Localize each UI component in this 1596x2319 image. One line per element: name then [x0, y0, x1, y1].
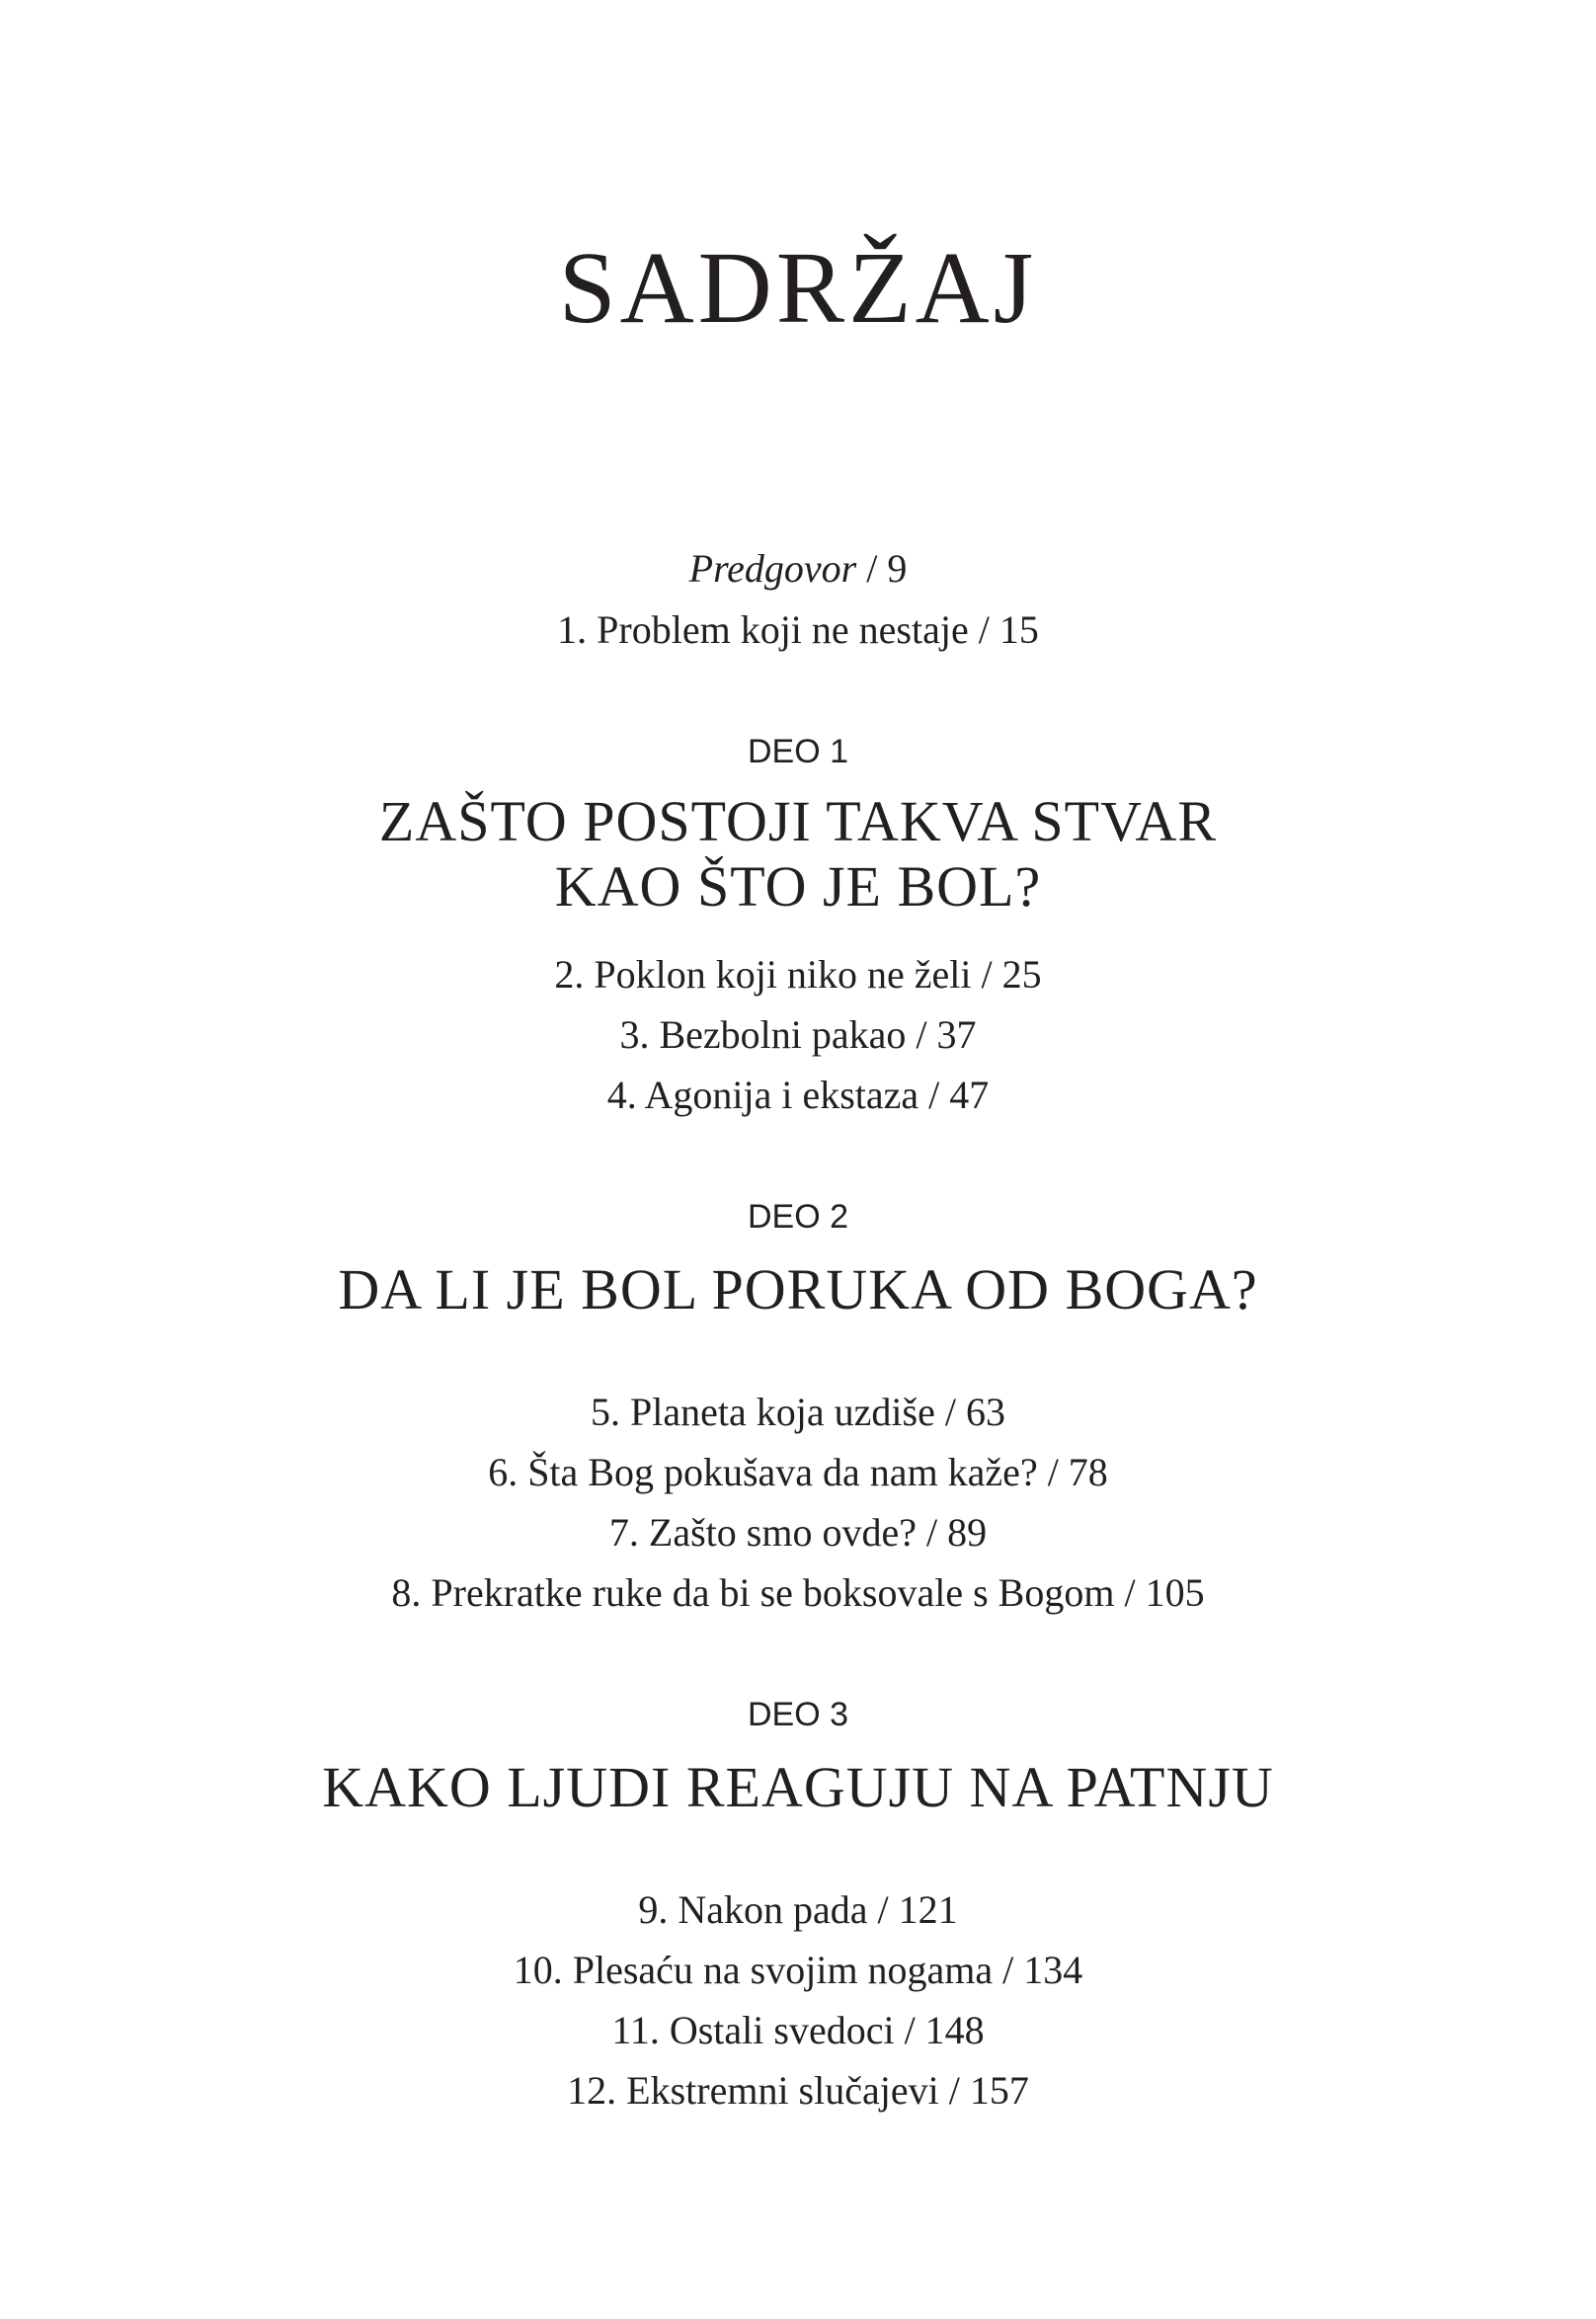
- toc-entry: 11. Ostali svedoci / 148: [611, 2008, 985, 2052]
- toc-entry-preface-page: / 9: [856, 546, 908, 591]
- part-title: KAKO LJUDI REAGUJU NA PATNJU: [322, 1755, 1274, 1819]
- toc-entry: 7. Zašto smo ovde? / 89: [608, 1510, 988, 1555]
- toc-entry: 12. Ekstremni slučajevi / 157: [567, 2068, 1029, 2113]
- page-title: SADRŽAJ: [558, 231, 1038, 345]
- part-title: KAO ŠTO JE BOL?: [554, 854, 1042, 919]
- toc-entry: 2. Poklon koji niko ne želi / 25: [554, 952, 1042, 997]
- part-label: DEO 1: [747, 733, 849, 770]
- toc-entry: 8. Prekratke ruke da bi se boksovale s Bogom / 105: [391, 1570, 1205, 1615]
- toc-entry: 9. Nakon pada / 121: [638, 1887, 958, 1932]
- toc-entry: 4. Agonija i ekstaza / 47: [606, 1073, 990, 1117]
- toc-entry: 3. Bezbolni pakao / 37: [619, 1012, 977, 1057]
- toc-entry: 6. Šta Bog pokušava da nam kaže? / 78: [488, 1450, 1108, 1494]
- part-label: DEO 3: [747, 1696, 849, 1733]
- toc-entry-preface: [0, 545, 1596, 593]
- toc-entry: 10. Plesaću na svojim nogama / 134: [513, 1948, 1083, 1992]
- part-title: ZAŠTO POSTOJI TAKVA STVAR: [378, 789, 1218, 853]
- toc-entry-preface-label: Predgovor: [688, 546, 857, 591]
- part-label: DEO 2: [747, 1198, 849, 1236]
- part-title: DA LI JE BOL PORUKA OD BOGA?: [338, 1257, 1258, 1321]
- toc-entry: 5. Planeta koja uzdiše / 63: [591, 1390, 1005, 1434]
- toc-entry: 1. Problem koji ne nestaje / 15: [557, 607, 1039, 652]
